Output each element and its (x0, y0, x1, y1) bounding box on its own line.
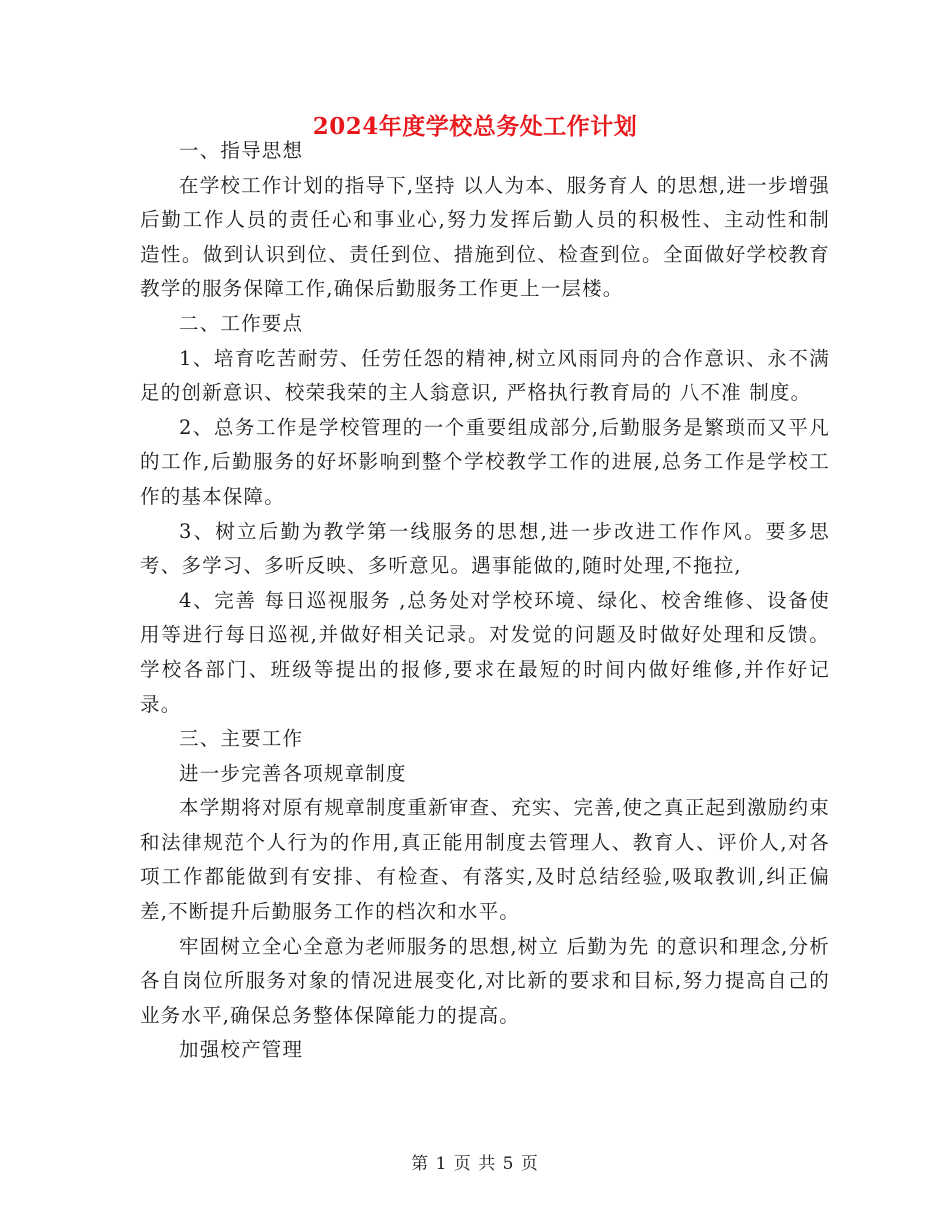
section-heading: 三、主要工作 (179, 727, 304, 751)
paragraph: 4、完善 每日巡视服务 ,总务处对学校环境、绿化、校舍维修、设备使用等进行每日巡视,并做好相关记录。对发觉的问题及时做好处理和反馈。学校各部门、班级等提出的报修,要求在最短的时间内做好维修,并作好记录。 (140, 588, 830, 716)
document-body (140, 134, 830, 1068)
paragraph: 牢固树立全心全意为老师服务的思想,树立 后勤为先 的意识和理念,分析各自岗位所服务对象的情况进展变化,对比新的要求和目标,努力提高自己的业务水平,确保总务整体保障能力的提高。 (140, 934, 830, 1027)
paragraph: 2、总务工作是学校管理的一个重要组成部分,后勤服务是繁琐而又平凡的工作,后勤服务的好坏影响到整个学校教学工作的进展,总务工作是学校工作的基本保障。 (140, 415, 830, 508)
page-footer: 第 1 页 共 5 页 (411, 1154, 539, 1174)
document-title: 2024年度学校总务处工作计划 (312, 113, 638, 140)
paragraph: 在学校工作计划的指导下,坚持 以人为本、服务育人 的思想,进一步增强后勤工作人员的责任心和事业心,努力发挥后勤人员的积极性、主动性和制造性。做到认识到位、责任到位、措施到位、检查到位。全面做好学校教育教学的服务保障工作,确保后勤服务工作更上一层楼。 (140, 173, 830, 301)
subheading: 进一步完善各项规章制度 (179, 761, 407, 785)
section-heading: 二、工作要点 (179, 311, 304, 335)
section-heading: 一、指导思想 (179, 139, 304, 162)
paragraph: 1、培育吃苦耐劳、任劳任怨的精神,树立风雨同舟的合作意识、永不满足的创新意识、校荣我荣的主人翁意识, 严格执行教育局的 八不准 制度。 (140, 346, 830, 405)
subheading: 加强校产管理 (179, 1038, 304, 1062)
paragraph: 3、树立后勤为教学第一线服务的思想,进一步改进工作作风。要多思考、多学习、多听反映、多听意见。遇事能做的,随时处理,不拖拉, (140, 519, 830, 578)
paragraph: 本学期将对原有规章制度重新审查、充实、完善,使之真正起到激励约束和法律规范个人行为的作用,真正能用制度去管理人、教育人、评价人,对各项工作都能做到有安排、有检查、有落实,及时总结经验,吸取教训,纠正偏差,不断提升后勤服务工作的档次和水平。 (140, 796, 830, 924)
